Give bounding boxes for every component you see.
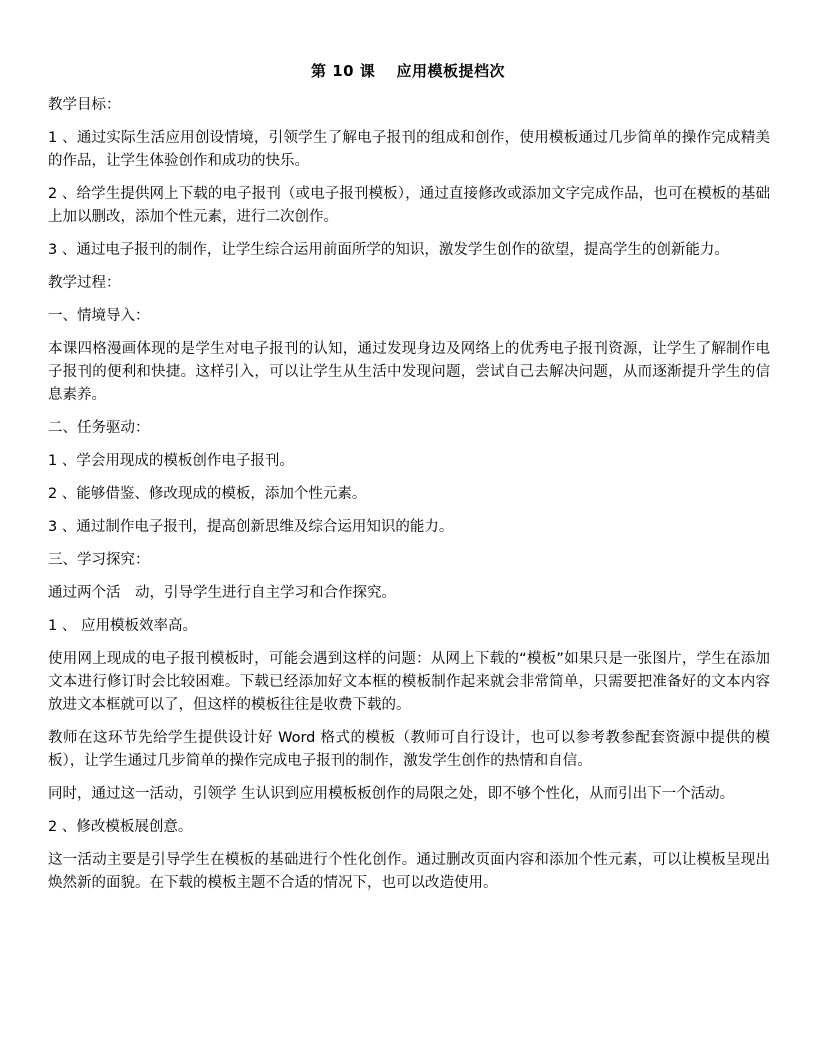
heading-teaching-goals: 教学目标：: [48, 97, 121, 113]
goal-item-2: 2 、给学生提供网上下载的电子报刊（或电子报刊模板），通过直接修改或添加文字完成作品，也可在模板的基础上加以删改，添加个性元素，进行二次创作。: [48, 186, 770, 225]
activity-1-paragraph-3: 同时，通过这一活动，引领学 生认识到应用模板板创作的局限之处，即不够个性化，从而引出下一个活动。: [48, 786, 735, 802]
section-heading-3: 三、学习探究：: [48, 552, 150, 568]
section-heading-2: 二、任务驱动：: [48, 420, 150, 436]
activity-heading-2: 2 、修改模板展创意。: [48, 819, 193, 835]
activity-1-paragraph-1: 使用网上现成的电子报刊模板时，可能会遇到这样的问题：从网上下载的“模板”如果只是一张图片，学生在添加文本进行修订时会比较困难。下载已经添加好文本框的模板制作起来就会非常简单，只需要把准备好的文本内容放进文本框就可以了，但这样的模板往往是收费下载的。: [48, 651, 770, 713]
document-body: [48, 94, 770, 905]
heading-teaching-process: 教学过程：: [48, 275, 121, 291]
task-item-2: 2 、能够借鉴、修改现成的模板，添加个性元素。: [48, 486, 367, 502]
section-3-intro: 通过两个活 动，引导学生进行自主学习和合作探究。: [48, 585, 396, 601]
section-heading-1: 一、情境导入：: [48, 308, 150, 324]
section-1-paragraph: 本课四格漫画体现的是学生对电子报刊的认知，通过发现身边及网络上的优秀电子报刊资源，让学生了解制作电子报刊的便利和快捷。这样引入，可以让学生从生活中发现问题，尝试自己去解决问题，从而逐渐提升学生的信息素养。: [48, 341, 770, 403]
goal-item-3: 3 、通过电子报刊的制作，让学生综合运用前面所学的知识，激发学生创作的欲望，提高学生的创新能力。: [48, 242, 729, 258]
activity-1-paragraph-2: 教师在这环节先给学生提供设计好 Word 格式的模板（教师可自行设计，也可以参考教参配套资源中提供的模板），让学生通过几步简单的操作完成电子报刊的制作，激发学生创作的热情和自信。: [48, 730, 770, 769]
activity-heading-1: 1 、 应用模板效率高。: [48, 618, 197, 634]
goal-item-1: 1 、通过实际生活应用创设情境，引领学生了解电子报刊的组成和创作，使用模板通过几步简单的操作完成精美的作品，让学生体验创作和成功的快乐。: [48, 130, 770, 169]
task-item-1: 1 、学会用现成的模板创作电子报刊。: [48, 453, 294, 469]
activity-2-paragraph-1: 这一活动主要是引导学生在模板的基础进行个性化创作。通过删改页面内容和添加个性元素，可以让模板呈现出焕然新的面貌。在下载的模板主题不合适的情况下，也可以改造使用。: [48, 852, 770, 891]
lesson-title: 第 10 课 应用模板提档次: [310, 62, 506, 80]
task-item-3: 3 、通过制作电子报刊，提高创新思维及综合运用知识的能力。: [48, 519, 454, 535]
